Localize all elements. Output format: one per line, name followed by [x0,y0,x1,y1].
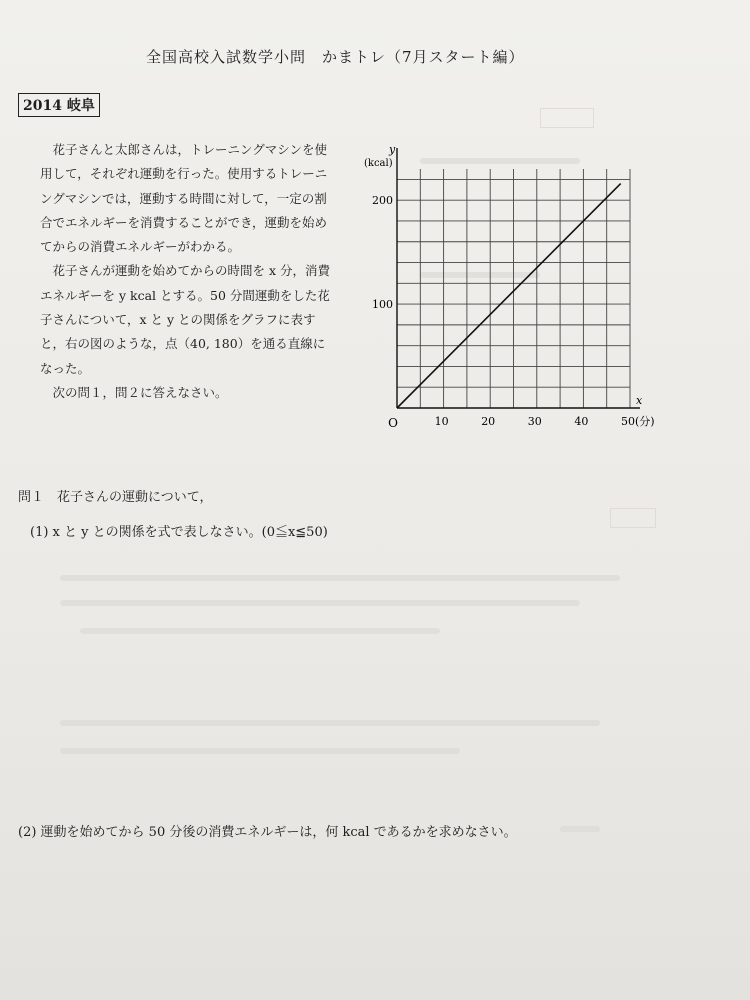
y-tick-label: 200 [372,194,393,208]
bleed-through-line [60,575,620,581]
bleed-through-line [60,720,600,726]
y-tick-label: 100 [372,298,393,312]
x-tick-label: 40 [574,415,589,428]
x-tick-label: 30 [527,415,542,428]
x-tick-label: 20 [481,415,496,428]
bleed-through-box [610,508,656,528]
y-axis-label: y [389,143,396,156]
origin-label: O [388,416,398,430]
bleed-through-line [80,628,440,634]
bleed-through-box [540,108,594,128]
problem-paragraph: 花子さんが運動を始めてからの時間を x 分，消費エネルギーを y kcal とする。50 分間運動をした花子さんについて，x と y との関係をグラフに表すと，右の図のような，点（40, 180）を通る直線になった。 [40,263,330,376]
x-axis-label: x [636,394,643,407]
question-heading: 問１ 花子さんの運動について， [18,490,213,505]
page-title: 全国高校入試数学小問 かまトレ（7月スタート編） [146,48,525,66]
problem-paragraph: 次の問１，問２に答えなさい。 [52,384,228,400]
y-axis-unit: (kcal) [364,158,393,169]
bleed-through-line [560,826,600,832]
series-line [397,184,621,408]
bleed-through-line [60,600,580,606]
energy-graph-svg [360,140,655,440]
problem-statement [40,138,330,405]
energy-graph [360,140,655,440]
question-2: (2) 運動を始めてから 50 分後の消費エネルギーは，何 kcal であるかを求めなさい。 [18,825,517,840]
x-tick-label: 10 [434,415,449,428]
problem-source-tag: 2014 岐阜 [18,93,100,117]
problem-paragraph: 花子さんと太郎さんは，トレーニングマシンを使用して，それぞれ運動を行った。使用するトレーニングマシンでは，運動する時間に対して，一定の割合でエネルギーを消費することができ，運動を始めてからの消費エネルギーがわかる。 [40,142,328,255]
question-1: (1) x と y との関係を式で表しなさい。(0≦x≦50) [30,525,328,540]
x-tick-label: 50(分) [621,415,655,428]
bleed-through-line [60,748,460,754]
